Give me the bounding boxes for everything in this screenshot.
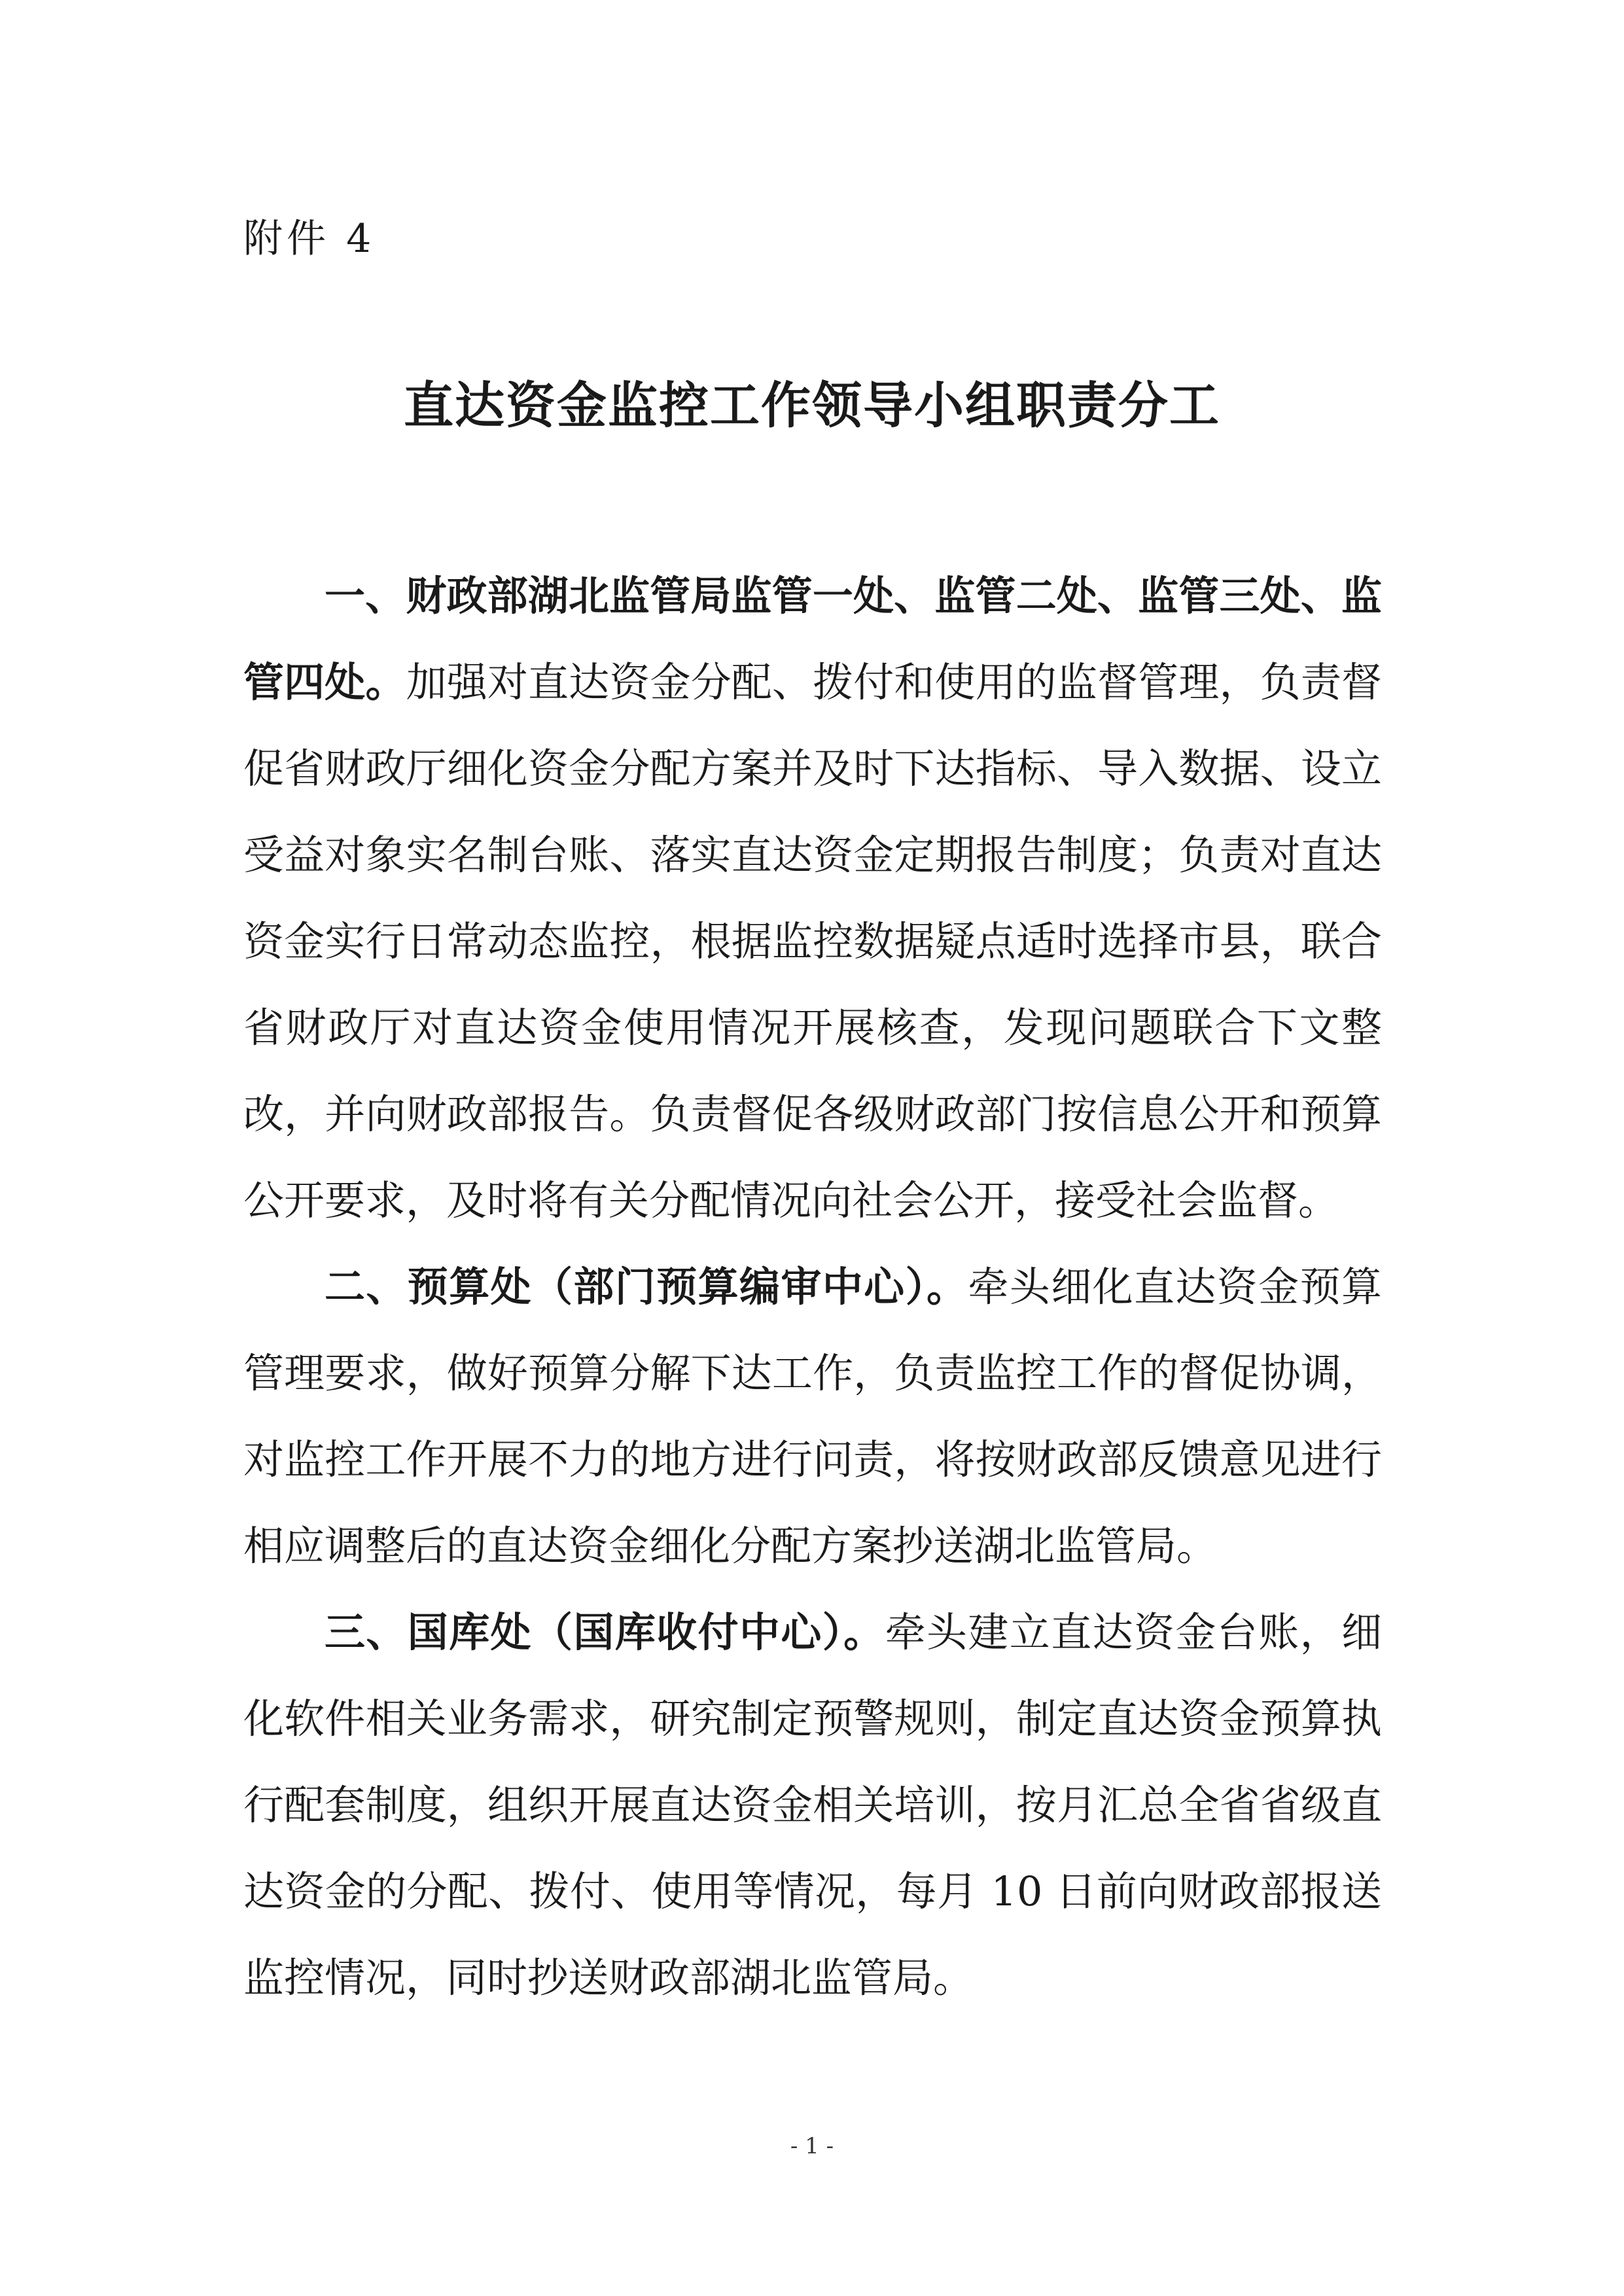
section-paragraph [243,1589,1382,2021]
attachment-label: 附件 4 [243,216,376,262]
section-body: 加强对直达资金分配、拨付和使用的监督管理，负责督促省财政厅细化资金分配方案并及时下达指标、导入数据、设立受益对象实名制台账、落实直达资金定期报告制度；负责对直达资金实行日常动态监控，根据监控数据疑点适时选择市县，联合省财政厅对直达资金使用情况开展核查，发现问题联合下文整改，并向财政部报告。负责督促各级财政部门按信息公开和预算公开要求，及时将有关分配情况向社会公开，接受社会监督。 [243,658,1382,1224]
page-number: - 1 - [790,2133,834,2159]
section-paragraph [243,1244,1382,1589]
section-heading: 三、国库处（国库收付中心）。 [325,1608,885,1656]
section-heading: 一、财政部湖北监管局监管一处、监管二处、监管三处、监管四处。 [243,572,1382,706]
section-body: 牵头细化直达资金预算管理要求，做好预算分解下达工作，负责监控工作的督促协调，对监控工作开展不力的地方进行问责，将按财政部反馈意见进行相应调整后的直达资金细化分配方案抄送湖北监管局。 [243,1263,1382,1570]
section-body: 牵头建立直达资金台账，细化软件相关业务需求，研究制定预警规则，制定直达资金预算执行配套制度，组织开展直达资金相关培训，按月汇总全省省级直达资金的分配、拨付、使用等情况，每月 10 日前向财政部报送监控情况，同时抄送财政部湖北监管局。 [243,1608,1382,2002]
document-title: 直达资金监控工作领导小组职责分工 [404,376,1220,434]
section-paragraph [243,553,1382,1244]
document-body [243,553,1382,2021]
section-heading: 二、预算处（部门预算编审中心）。 [325,1263,968,1311]
